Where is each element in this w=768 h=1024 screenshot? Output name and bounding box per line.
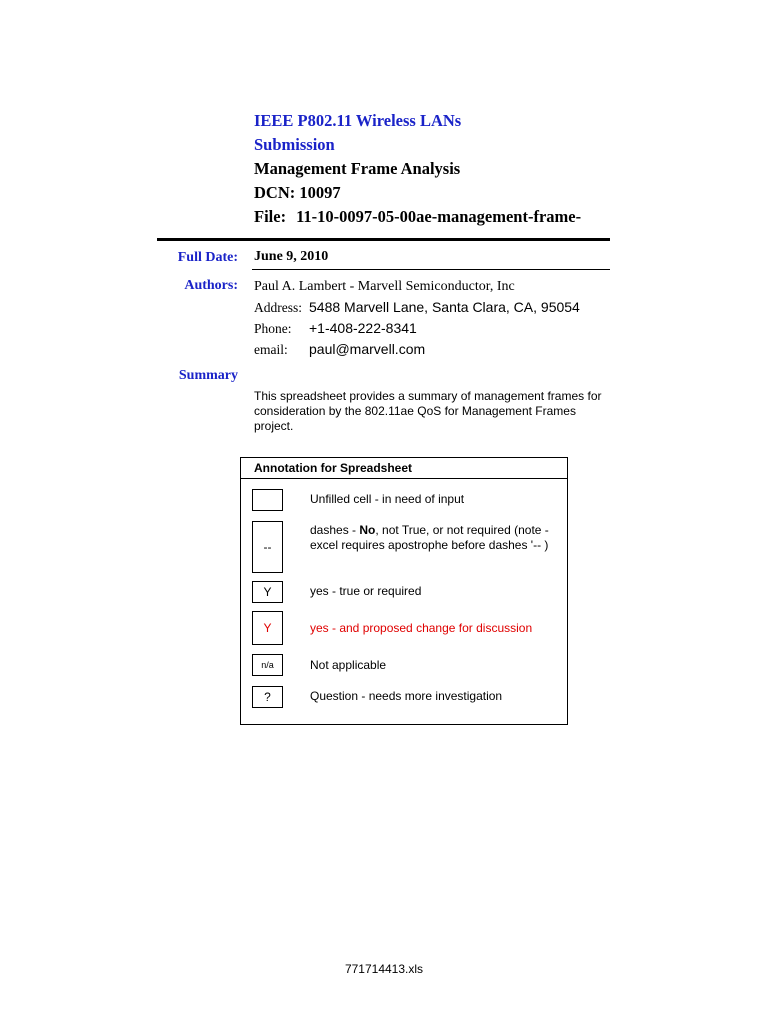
summary-label: Summary: [178, 368, 238, 383]
legend-symbol-question: ?: [252, 686, 283, 708]
legend-text-yes-proposed: yes - and proposed change for discussion: [310, 621, 533, 635]
legend-symbol-unfilled: [252, 489, 283, 511]
author-address-row: [254, 299, 580, 317]
full-date-value: June 9, 2010: [254, 249, 329, 264]
header-file-name: 11-10-0097-05-00ae-management-frame-: [296, 207, 582, 226]
legend-text-dashes: dashes - No, not True, or not required (note - excel requires apostrophe before dashes '-- ): [310, 523, 549, 552]
legend-symbol-dashes: --: [252, 521, 283, 573]
header-submission: Submission: [254, 135, 335, 154]
phone-label: Phone:: [254, 321, 292, 336]
full-date-label: Full Date:: [177, 250, 238, 265]
legend-text-unfilled: Unfilled cell - in need of input: [310, 492, 465, 506]
author-name: Paul A. Lambert - Marvell Semiconductor, Inc: [254, 279, 515, 294]
legend-text-yes: yes - true or required: [310, 584, 422, 598]
address-label: Address:: [254, 300, 302, 315]
authors-label: Authors:: [184, 278, 238, 293]
legend-symbol-yes: Y: [252, 581, 283, 603]
legend-symbol-not-applicable: n/a: [252, 654, 283, 676]
header-document-title: Management Frame Analysis: [254, 159, 461, 178]
author-email-row: [254, 341, 425, 359]
annotation-title: Annotation for Spreadsheet: [241, 458, 567, 479]
header-file-label: File:: [254, 207, 287, 226]
phone-value: +1-408-222-8341: [309, 320, 417, 336]
author-phone-row: [254, 320, 417, 338]
footer-filename: 771714413.xls: [344, 962, 424, 976]
header-title: IEEE P802.11 Wireless LANs: [254, 111, 462, 130]
header-divider: [157, 238, 610, 241]
header-dcn: DCN: 10097: [254, 183, 341, 202]
legend-text-not-applicable: Not applicable: [310, 658, 387, 672]
legend-symbol-yes-proposed: Y: [252, 611, 283, 645]
header-file: [254, 205, 608, 229]
annotation-legend: [240, 457, 568, 725]
email-label: email:: [254, 342, 288, 357]
email-value: paul@marvell.com: [309, 341, 426, 357]
document-header: [254, 109, 608, 229]
address-value: 5488 Marvell Lane, Santa Clara, CA, 95054: [309, 299, 580, 315]
date-divider: [252, 269, 610, 270]
legend-text-question: Question - needs more investigation: [310, 689, 503, 703]
summary-text: This spreadsheet provides a summary of management frames for consideration by the 802.11ae QoS for Management Frames project.: [254, 389, 602, 433]
